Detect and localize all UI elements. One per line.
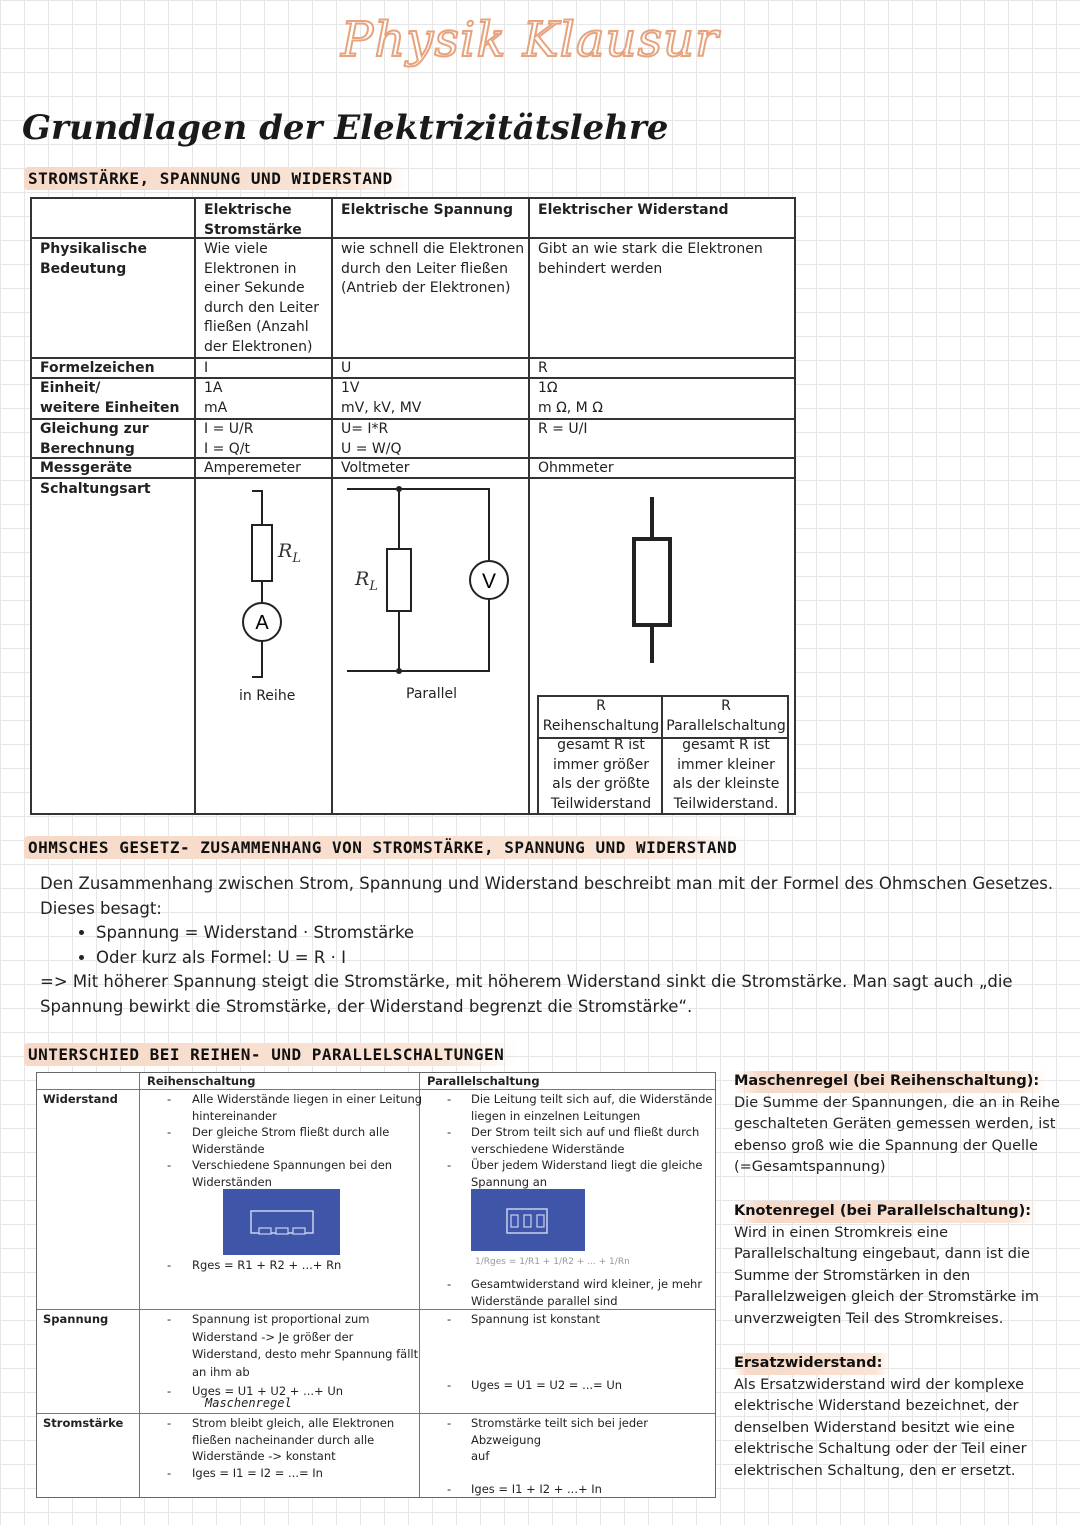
label-stromstaerke: Stromstärke — [43, 1416, 124, 1430]
schaltungen-table: Reihenschaltung Parallelschaltung Widerstand - Alle Widerstände liegen in einer Leitung hintereinander - Der gleiche Strom fließt durch alle Widerstände - Verschiedene Spannungen bei den Widerständen - Rges = R1 + R2 + ...+ Rn - Die Leitung teilt sich auf, die Widerstände liegen in einzelnen Leitungen - Der Strom teilt sich auf und fließt durch verschiedene Widerstände - Über jedem Widerstand liegt die gleiche Spannung an 1/Rges = 1/R1 + 1/R2 + ... + 1/Rn - Gesamtwiderstand wird kleiner, je mehr Widerstände parallel sind Spannung - Spannung ist proportional zum Widerstand -> Je größer der Widerstand, desto mehr Spannung fällt an ihm ab - Uges = U1 + U2 + ...+ Un Maschenregel - Spannung ist konstant - Uges = U1 = U2 = ...= Un Stromstärke - Strom bleibt gleich, alle Elektronen fließen nacheinander durch alle Widerstände -> konstant - Iges = I1 = I2 = ...= In - Stromstärke teilt sich bei jeder Abzweigung auf - Iges = I1 + I2 + ...+ In — [36, 1072, 716, 1498]
label-physikalische: Physikalische — [40, 241, 147, 257]
messgeraet-widerstand: Ohmmeter — [538, 460, 614, 476]
widerstand-parallel-2: Der Strom teilt sich auf und fließt durch verschiedene Widerstände — [471, 1125, 700, 1156]
header-stromstaerke-1: Elektrische — [204, 202, 292, 218]
header-spannung: Elektrische Spannung — [341, 202, 513, 218]
label-berechnung: Berechnung — [40, 440, 135, 457]
bedeutung-strom: Wie viele Elektronen in einer Sekunde durch den Leiter fließen (Anzahl der Elektronen) — [204, 241, 319, 355]
stromstaerke-parallel: Stromstärke teilt sich bei jeder Abzweigung auf — [471, 1416, 648, 1463]
maschenregel-box — [734, 1071, 1064, 1179]
ohm-conclusion: => Mit höherer Spannung steigt die Stromstärke, mit höherem Widerstand sinkt die Stromstärke. Man sagt auch „die Spannung bewirkt die Stromstärke, der Widerstand begrenzt die Stromstärke“. — [40, 972, 1013, 1016]
gesamtwiderstand-vergleich — [537, 695, 789, 815]
formula-uges-reihe: Uges = U1 + U2 + ...+ Un — [192, 1384, 344, 1398]
header-reihenschaltung: Reihenschaltung — [147, 1074, 256, 1088]
einheit-widerstand: 1Ω m Ω, M Ω — [538, 380, 603, 416]
label-bedeutung: Bedeutung — [40, 260, 127, 277]
label-spannung: Spannung — [43, 1312, 109, 1326]
main-heading: Grundlagen der Elektrizitätslehre — [22, 108, 669, 148]
ohm-intro: Den Zusammenhang zwischen Strom, Spannung und Widerstand beschreibt man mit der Formel des Ohmschen Gesetzes. Dieses besagt: — [40, 874, 1054, 918]
label-widerstand: Widerstand — [43, 1092, 118, 1106]
label-formelzeichen: Formelzeichen — [40, 360, 155, 376]
label-messgeraete: Messgeräte — [40, 460, 133, 476]
formula-uges-parallel: Uges = U1 = U2 = ...= Un — [471, 1378, 623, 1392]
maschenregel-title: Maschenregel (bei Reihenschaltung): — [734, 1071, 1047, 1093]
rl-label-parallel: R — [355, 568, 370, 590]
series-circuit-diagram — [202, 481, 327, 681]
formelzeichen-strom: I — [204, 360, 209, 376]
widerstand-reihe-2: Der gleiche Strom fließt durch alle Widerstände — [192, 1125, 390, 1156]
parallel-circuit-diagram — [337, 481, 525, 681]
resistor-symbol — [622, 495, 682, 665]
knotenregel-box — [734, 1201, 1064, 1330]
section-heading-schaltungen: UNTERSCHIED BEI REIHEN- UND PARALLELSCHALTUNGEN — [24, 1043, 518, 1066]
widerstand-parallel-1: Die Leitung teilt sich auf, die Widerstände liegen in einzelnen Leitungen — [471, 1092, 713, 1123]
resistor-rl-parallel — [387, 549, 411, 611]
knotenregel-text: Wird in einen Stromkreis eine Parallelschaltung eingebaut, dann ist die Summe der Stromstärken in den Parallelzweigen gleich der Stromstärke im unverzweigten Teil des Stromkreises. — [734, 1224, 1040, 1327]
series-circuit-image — [223, 1189, 340, 1255]
rl-sub-parallel: L — [369, 579, 378, 594]
resistor-rl — [252, 525, 272, 581]
widerstand-reihe-3: Verschiedene Spannungen bei den Widerständen — [192, 1158, 393, 1189]
maschenregel-text: Die Summe der Spannungen, die an in Reihe geschalteten Geräten gemessen werden, ist ebenso groß wie die Spannung der Quelle (=Gesamtspannung) — [734, 1094, 1060, 1175]
messgeraet-spannung: Voltmeter — [341, 460, 410, 476]
header-widerstand: Elektrischer Widerstand — [538, 202, 729, 218]
ohm-bullet-2: • Oder kurz als Formel: U = R · I — [96, 946, 1060, 971]
svg-text:RL — [277, 540, 301, 566]
schaltungsart-strom: in Reihe — [239, 688, 296, 704]
gleichung-widerstand: R = U/I — [538, 421, 588, 437]
bedeutung-widerstand: Gibt an wie stark die Elektronen behindert werden — [538, 241, 763, 277]
mini-left: R Reihenschaltung gesamt R ist immer größer als der größte Teilwiderstand — [542, 698, 660, 812]
spannung-parallel: Spannung ist konstant — [471, 1312, 601, 1326]
rl-label-series: R — [278, 540, 293, 562]
maschenregel-note: Maschenregel — [205, 1396, 292, 1410]
label-schaltungsart: Schaltungsart — [40, 481, 151, 497]
widerstand-reihe-1: - — [167, 1092, 172, 1106]
section-heading-ohm: OHMSCHES GESETZ- ZUSAMMENHANG VON STROMSTÄRKE, SPANNUNG UND WIDERSTAND — [24, 836, 751, 859]
formelzeichen-spannung: U — [341, 360, 352, 376]
header-stromstaerke-2: Stromstärke — [204, 221, 302, 238]
page-title: Physik Klausur — [341, 12, 719, 68]
ohm-bullet-1: • Spannung = Widerstand · Stromstärke — [96, 921, 1060, 946]
ersatzwiderstand-text: Als Ersatzwiderstand wird der komplexe elektrische Widerstand bezeichnet, der denselben Widerstand besitzt wie eine elektrische Schaltung oder der Teil einer elektrischen Schaltung, den er ersetzt. — [734, 1376, 1027, 1479]
formelzeichen-widerstand: R — [538, 360, 548, 376]
formula-rges-parallel: 1/Rges = 1/R1 + 1/R2 + ... + 1/Rn — [475, 1257, 630, 1267]
section-heading-grundgroessen: STROMSTÄRKE, SPANNUNG UND WIDERSTAND — [24, 167, 407, 190]
einheit-spannung: 1V mV, kV, MV — [341, 380, 422, 416]
widerstand-parallel-3: Über jedem Widerstand liegt die gleiche Spannung an — [471, 1158, 703, 1189]
formula-iges-reihe: Iges = I1 = I2 = ...= In — [192, 1466, 323, 1480]
rl-sub-series: L — [292, 551, 301, 566]
gleichung-strom: I = U/R I = Q/t — [204, 421, 254, 457]
messgeraet-strom: Amperemeter — [204, 460, 301, 476]
formula-rges-reihe: Rges = R1 + R2 + ...+ Rn — [192, 1258, 342, 1272]
formula-iges-parallel: Iges = I1 + I2 + ...+ In — [471, 1482, 602, 1496]
bedeutung-spannung: wie schnell die Elektronen durch den Leiter fließen (Antrieb der Elektronen) — [341, 241, 525, 296]
einheit-strom: 1A mA — [204, 380, 228, 416]
voltmeter-label: V — [481, 570, 497, 593]
gleichung-spannung: U= I*R U = W/Q — [341, 421, 402, 457]
widerstand-parallel-extra: Gesamtwiderstand wird kleiner, je mehr Widerstände parallel sind — [471, 1277, 703, 1308]
grundgroessen-table — [30, 197, 796, 815]
ammeter-label: A — [255, 612, 269, 634]
knotenregel-title: Knotenregel (bei Parallelschaltung): — [734, 1201, 1039, 1223]
ersatzwiderstand-box — [734, 1353, 1064, 1482]
ohm-paragraph — [40, 872, 1060, 1019]
label-weitere-einheiten: weitere Einheiten — [40, 399, 180, 416]
parallel-circuit-image — [471, 1189, 585, 1251]
label-gleichung: Gleichung zur — [40, 421, 149, 437]
schaltungsart-spannung: Parallel — [406, 686, 458, 702]
spannung-reihe: Spannung ist proportional zum Widerstand -> Je größer der Widerstand, desto mehr Spannung fällt an ihm ab — [192, 1312, 419, 1379]
label-einheit: Einheit/ — [40, 380, 101, 396]
stromstaerke-reihe: Strom bleibt gleich, alle Elektronen fließen nacheinander durch alle Widerstände -> konstant — [192, 1416, 395, 1463]
header-parallelschaltung: Parallelschaltung — [427, 1074, 540, 1088]
svg-text:RL — [354, 568, 378, 594]
mini-right: R Parallelschaltung gesamt R ist immer kleiner als der kleinste Teilwiderstand. — [666, 698, 786, 812]
ersatzwiderstand-title: Ersatzwiderstand: — [734, 1353, 890, 1375]
